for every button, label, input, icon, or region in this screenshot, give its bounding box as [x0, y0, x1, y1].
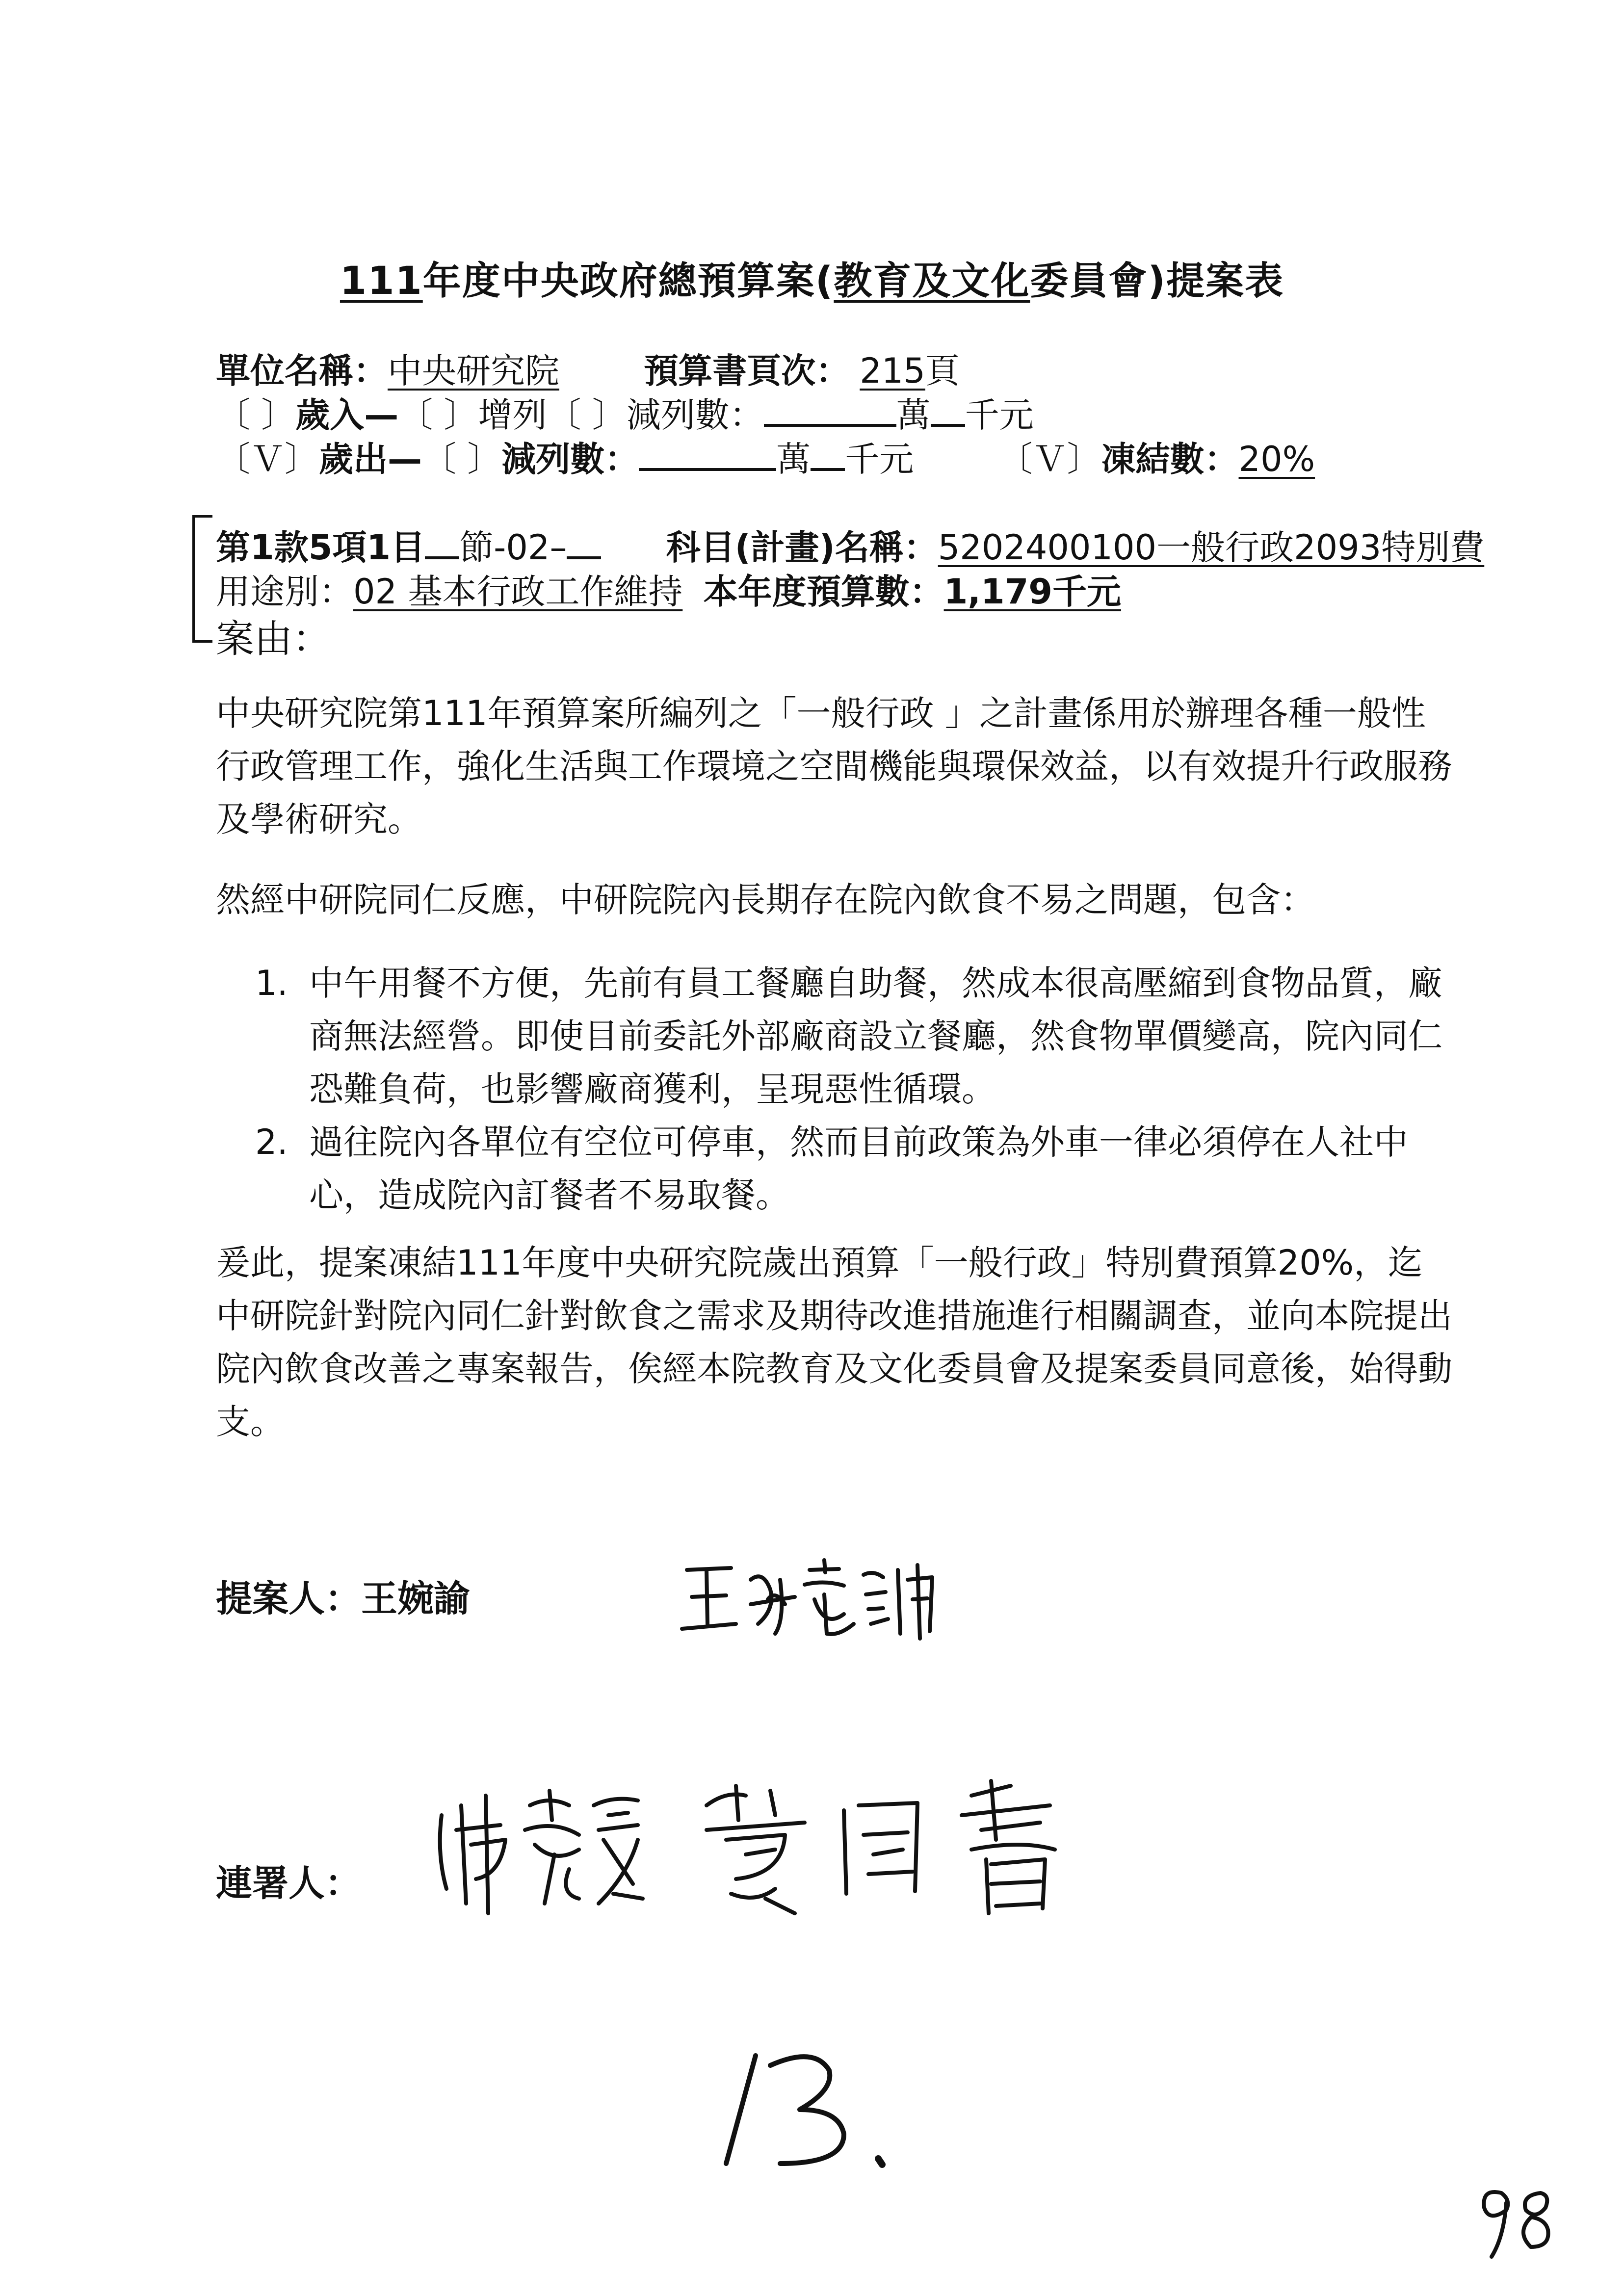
- cosigner-signature: [432, 1776, 1168, 1923]
- reason-label: 案由：: [216, 617, 331, 661]
- expense-decrease-label: 減列數：: [501, 439, 639, 479]
- budget-label: 本年度預算數：: [703, 572, 944, 612]
- revenue-label: 歲入—: [295, 395, 399, 435]
- item-kuan: 第1款5項1目: [216, 527, 425, 568]
- expense-wan-label: 萬: [776, 439, 811, 479]
- revenue-decrease-box: 〔 〕: [547, 395, 627, 435]
- expense-line: [216, 432, 1315, 481]
- list-item: [255, 1116, 1452, 1222]
- usage-value: 02 基本行政工作維持: [353, 572, 683, 612]
- proposer-name: 王婉諭: [361, 1578, 470, 1620]
- expense-label: 歲出—: [319, 439, 422, 479]
- list-item-text: 中午用餐不方便，先前有員工餐廳自助餐，然成本很高壓縮到食物品質，廠商無法經營。即使目前委託外部廠商設立餐廳，然食物單價變高，院內同仁恐難負荷，也影響廠商獲利，呈現惡性循環。: [309, 963, 1442, 1109]
- title-part2: 委員會)提案表: [1030, 259, 1284, 303]
- usage-line: [216, 564, 1121, 614]
- expense-qian-label: 千元: [845, 439, 914, 479]
- list-item-text: 過往院內各單位有空位可停車，然而目前政策為外車一律必須停在人社中心，造成院內訂餐者不易取餐。: [309, 1122, 1408, 1215]
- page-label: 預算書頁次：: [644, 351, 850, 391]
- item-bracket: [192, 515, 212, 643]
- cosigner-label: 連署人：: [216, 1862, 361, 1905]
- subject-label: 科目(計畫)名稱：: [666, 527, 938, 568]
- list-item-number: 2.: [255, 1122, 288, 1162]
- proposer-line: [216, 1570, 470, 1622]
- unit-line: [216, 343, 960, 393]
- page-value: 215: [860, 351, 925, 391]
- proposer-label: 提案人：: [216, 1578, 361, 1620]
- expense-qian-blank: [811, 439, 845, 471]
- unit-value: 中央研究院: [388, 351, 559, 391]
- page-title: [0, 250, 1624, 305]
- expense-box: 〔Ｖ〕: [216, 439, 319, 479]
- subject-value: 5202400100一般行政2093特別費: [938, 527, 1485, 568]
- revenue-box: 〔 〕: [216, 395, 296, 435]
- paragraph-proposal: 爰此，提案凍結111年度中央研究院歲出預算「一般行政」特別費預算20%，迄中研院針對院內同仁針對飲食之需求及期待改進措施進行相關調查，並向本院提出院內飲食改善之專案報告，俟經本院教育及文化委員會及提案委員同意後，始得動支。: [216, 1243, 1452, 1442]
- revenue-increase-box: 〔 〕: [398, 395, 478, 435]
- revenue-wan-blank: [764, 394, 896, 427]
- title-year: 111: [340, 259, 423, 303]
- freeze-value: 20%: [1238, 439, 1315, 479]
- freeze-label: 凍結數：: [1101, 439, 1239, 479]
- proposer-signature: [677, 1550, 952, 1648]
- revenue-decrease-label: 減列數：: [626, 395, 764, 435]
- issue-list: [255, 957, 1452, 1222]
- item-jie-blank-2: [567, 527, 601, 559]
- item-jie-label: 節-02–: [459, 527, 567, 568]
- revenue-wan-label: 萬: [896, 395, 931, 435]
- title-part1: 年度中央政府總預算案(: [422, 259, 834, 303]
- revenue-qian-blank: [931, 394, 965, 427]
- list-item-number: 1.: [255, 963, 288, 1003]
- budget-value: 1,179千元: [943, 572, 1122, 612]
- expense-wan-blank: [639, 439, 776, 471]
- freeze-box: 〔Ｖ〕: [998, 439, 1101, 479]
- list-item: [255, 957, 1452, 1116]
- title-committee: 教育及文化: [834, 259, 1030, 303]
- item-line: [216, 520, 1484, 570]
- case-number: [716, 2036, 922, 2183]
- revenue-qian-label: 千元: [965, 395, 1034, 435]
- page-suffix: 頁: [925, 351, 960, 391]
- paragraph-issue: 然經中研院同仁反應，中研院院內長期存在院內飲食不易之問題，包含：: [216, 880, 1315, 920]
- revenue-line: [216, 388, 1034, 437]
- usage-label: 用途別：: [216, 572, 353, 612]
- unit-label: 單位名稱：: [216, 351, 388, 391]
- item-jie-blank: [425, 527, 459, 559]
- revenue-increase-label: 增列: [478, 395, 547, 435]
- expense-decrease-box: 〔 〕: [422, 439, 502, 479]
- paragraph-intro: 中央研究院第111年預算案所編列之「一般行政 」之計畫係用於辦理各種一般性行政管理工作，強化生活與工作環境之空間機能與環保效益，以有效提升行政服務及學術研究。: [216, 693, 1452, 839]
- page-number: [1472, 2173, 1570, 2271]
